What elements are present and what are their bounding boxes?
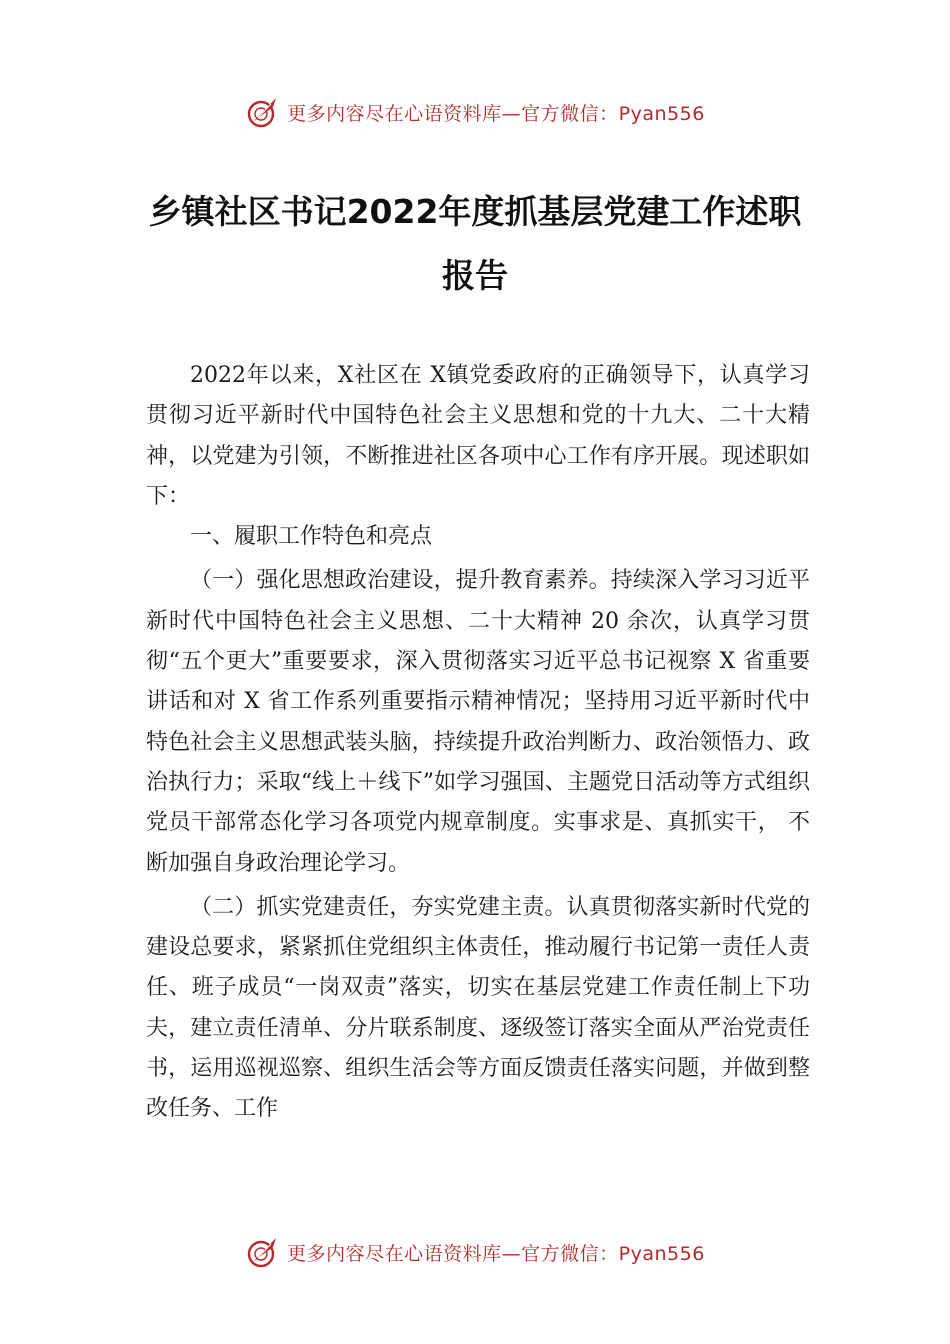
watermark-text: 更多内容尽在心语资料库—官方微信：Pyan556 xyxy=(287,102,705,125)
intro-paragraph: 2022年以来，X社区在 X镇党委政府的正确领导下，认真学习贯彻习近平新时代中国特色社会主义思想和党的十九大、二十大精神，以党建为引领，不断推进社区各项中心工作有序开展。现述职如下： xyxy=(146,363,810,509)
quill-seal-logo-icon xyxy=(245,94,281,130)
document-title: 乡镇社区书记2022年度抓基层党建工作述职报告 xyxy=(148,192,802,295)
watermark-header xyxy=(0,94,950,130)
subsection-paragraph-1: （一）强化思想政治建设，提升教育素养。持续深入学习习近平新时代中国特色社会主义思想、二十大精神 20 余次，认真学习贯彻“五个更大”重要要求，深入贯彻落实习近平总书记视察 X 省重要讲话和对 X 省工作系列重要指示精神情况；坚持用习近平新时代中特色社会主义思想武装头脑，持续提升政治判断力、政治领悟力、政治执行力；采取“线上＋线下”如学习强国、主题党日活动等方式组织党员干部常态化学习各项党内规章制度。实事求是、真抓实干， 不断加强自身政治理论学习。 xyxy=(146,568,810,876)
section-heading-1: 一、履职工作特色和亮点 xyxy=(190,524,433,550)
subsection-paragraph-2: （二）抓实党建责任，夯实党建主责。认真贯彻落实新时代党的建设总要求，紧紧抓住党组织主体责任，推动履行书记第一责任人责任、班子成员“一岗双责”落实，切实在基层党建工作责任制上下功夫，建立责任清单、分片联系制度、逐级签订落实全面从严治党责任书，运用巡视巡察、组织生活会等方面反馈责任落实问题，并做到整改任务、工作 xyxy=(146,894,810,1122)
document-body xyxy=(146,356,810,1130)
watermark-footer xyxy=(0,1234,950,1270)
quill-seal-logo-icon xyxy=(245,1234,281,1270)
watermark-text: 更多内容尽在心语资料库—官方微信：Pyan556 xyxy=(287,1242,705,1265)
